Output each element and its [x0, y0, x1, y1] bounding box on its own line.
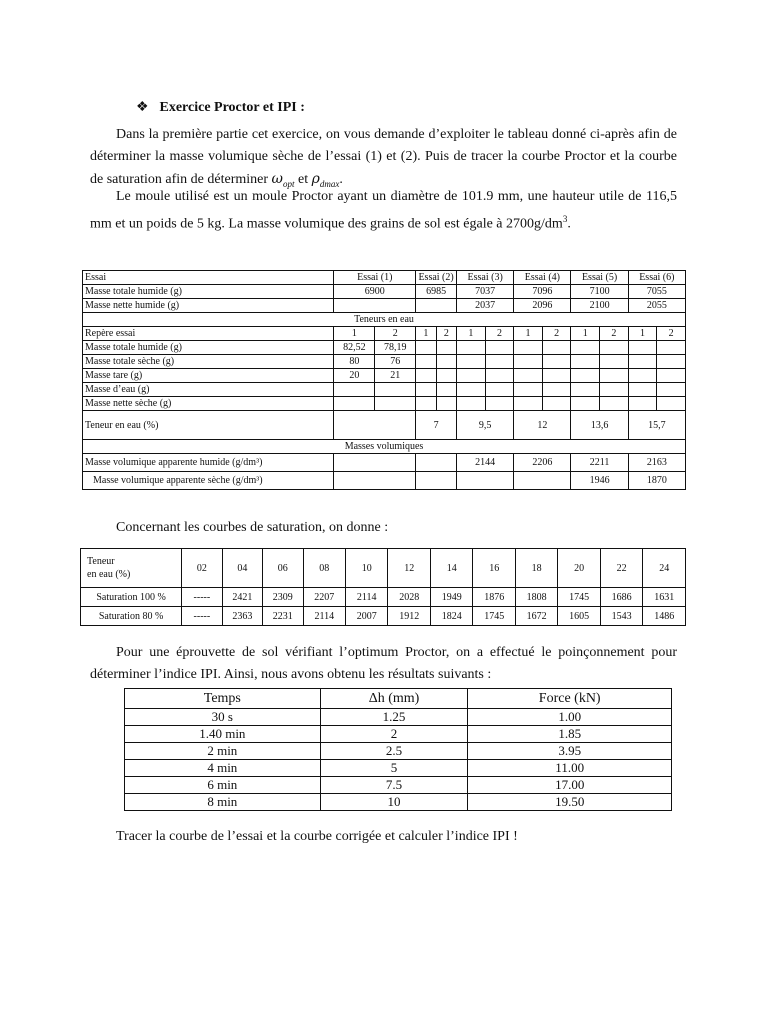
paragraph-saturation: Concernant les courbes de saturation, on donne :: [116, 520, 389, 535]
paragraph-task: Tracer la courbe de l’essai et la courbe corrigée et calculer l’indice IPI !: [116, 829, 518, 844]
table-row: Masse nette humide (g) 2037 2096 2100 2055: [83, 299, 686, 313]
table-row: Masse d’eau (g): [83, 383, 686, 397]
table-row: Masse totale humide (g) 82,52 78,19: [83, 341, 686, 355]
table-row: 4 min 5 11.00: [125, 760, 672, 777]
table-section-row: Masses volumiques: [83, 440, 686, 454]
paragraph-mould: Le moule utilisé est un moule Proctor ayant un diamètre de 101.9 mm, une hauteur utile de 116,5 mm et un poids de 5 kg. La masse volumique des grains de sol est égale à $2700g/dm^3$.: [90, 189, 677, 232]
saturation-table: [80, 548, 686, 626]
proctor-table: [82, 270, 686, 490]
table-row: Teneur en eau (%) 7 9,5 12 13,6 15,7: [83, 411, 686, 440]
table-row: 6 min 7.5 17.00: [125, 777, 672, 794]
exercise-heading: [136, 99, 305, 116]
table-row: Masse volumique apparente humide (g/dm³) 2144 2206 2211 2163: [83, 454, 686, 472]
table-row: Masse volumique apparente sèche (g/dm³) 1946 1870: [83, 472, 686, 490]
table-section-row: Teneurs en eau: [83, 313, 686, 327]
table-row: 1.40 min 2 1.85: [125, 726, 672, 743]
table-row: Repère essai 1 2 1 2 1 2 1 2 1 2 1 2: [83, 327, 686, 341]
table-row: Masse totale humide (g) 6900 6985 7037 7096 7100 7055: [83, 285, 686, 299]
table-row: Teneur en eau (%) 02 04 06 08 10 12 14 16 18 20 22 24: [81, 549, 686, 588]
table-row: Saturation 80 % ----- 2363 2231 2114 2007 1912 1824 1745 1672 1605 1543 1486: [81, 607, 686, 626]
exercise-title: Exercice Proctor et IPI :: [159, 100, 305, 115]
table-row: 30 s 1.25 1.00: [125, 709, 672, 726]
paragraph-ipi: Pour une éprouvette de sol vérifiant l’optimum Proctor, on a effectué le poinçonnement pour déterminer l’indice IPI. Ainsi, nous avons obtenu les résultats suivants :: [90, 645, 677, 682]
table-row: Saturation 100 % ----- 2421 2309 2207 2114 2028 1949 1876 1808 1745 1686 1631: [81, 588, 686, 607]
ipi-table: [124, 688, 672, 811]
table-row: Masse tare (g) 20 21: [83, 369, 686, 383]
table-header-row: Temps Δh (mm) Force (kN): [125, 689, 672, 709]
table-row: Essai Essai (1) Essai (2) Essai (3) Essai (4) Essai (5) Essai (6): [83, 271, 686, 285]
paragraph-intro: Dans la première partie cet exercice, on vous demande d’exploiter le tableau donné ci-après afin de déterminer la masse volumique sèche de l’essai (1) et (2). Puis de tracer la courbe Proctor et la courbe de saturation afin de déterminer $\omega_{opt}$ et $\rho_{dmax}$.: [90, 127, 677, 189]
table-row: Masse nette sèche (g): [83, 397, 686, 411]
table-row: Masse totale sèche (g) 80 76: [83, 355, 686, 369]
diamond-bullet-icon: ❖: [136, 100, 149, 115]
table-row: 2 min 2.5 3.95: [125, 743, 672, 760]
table-row: 8 min 10 19.50: [125, 794, 672, 811]
